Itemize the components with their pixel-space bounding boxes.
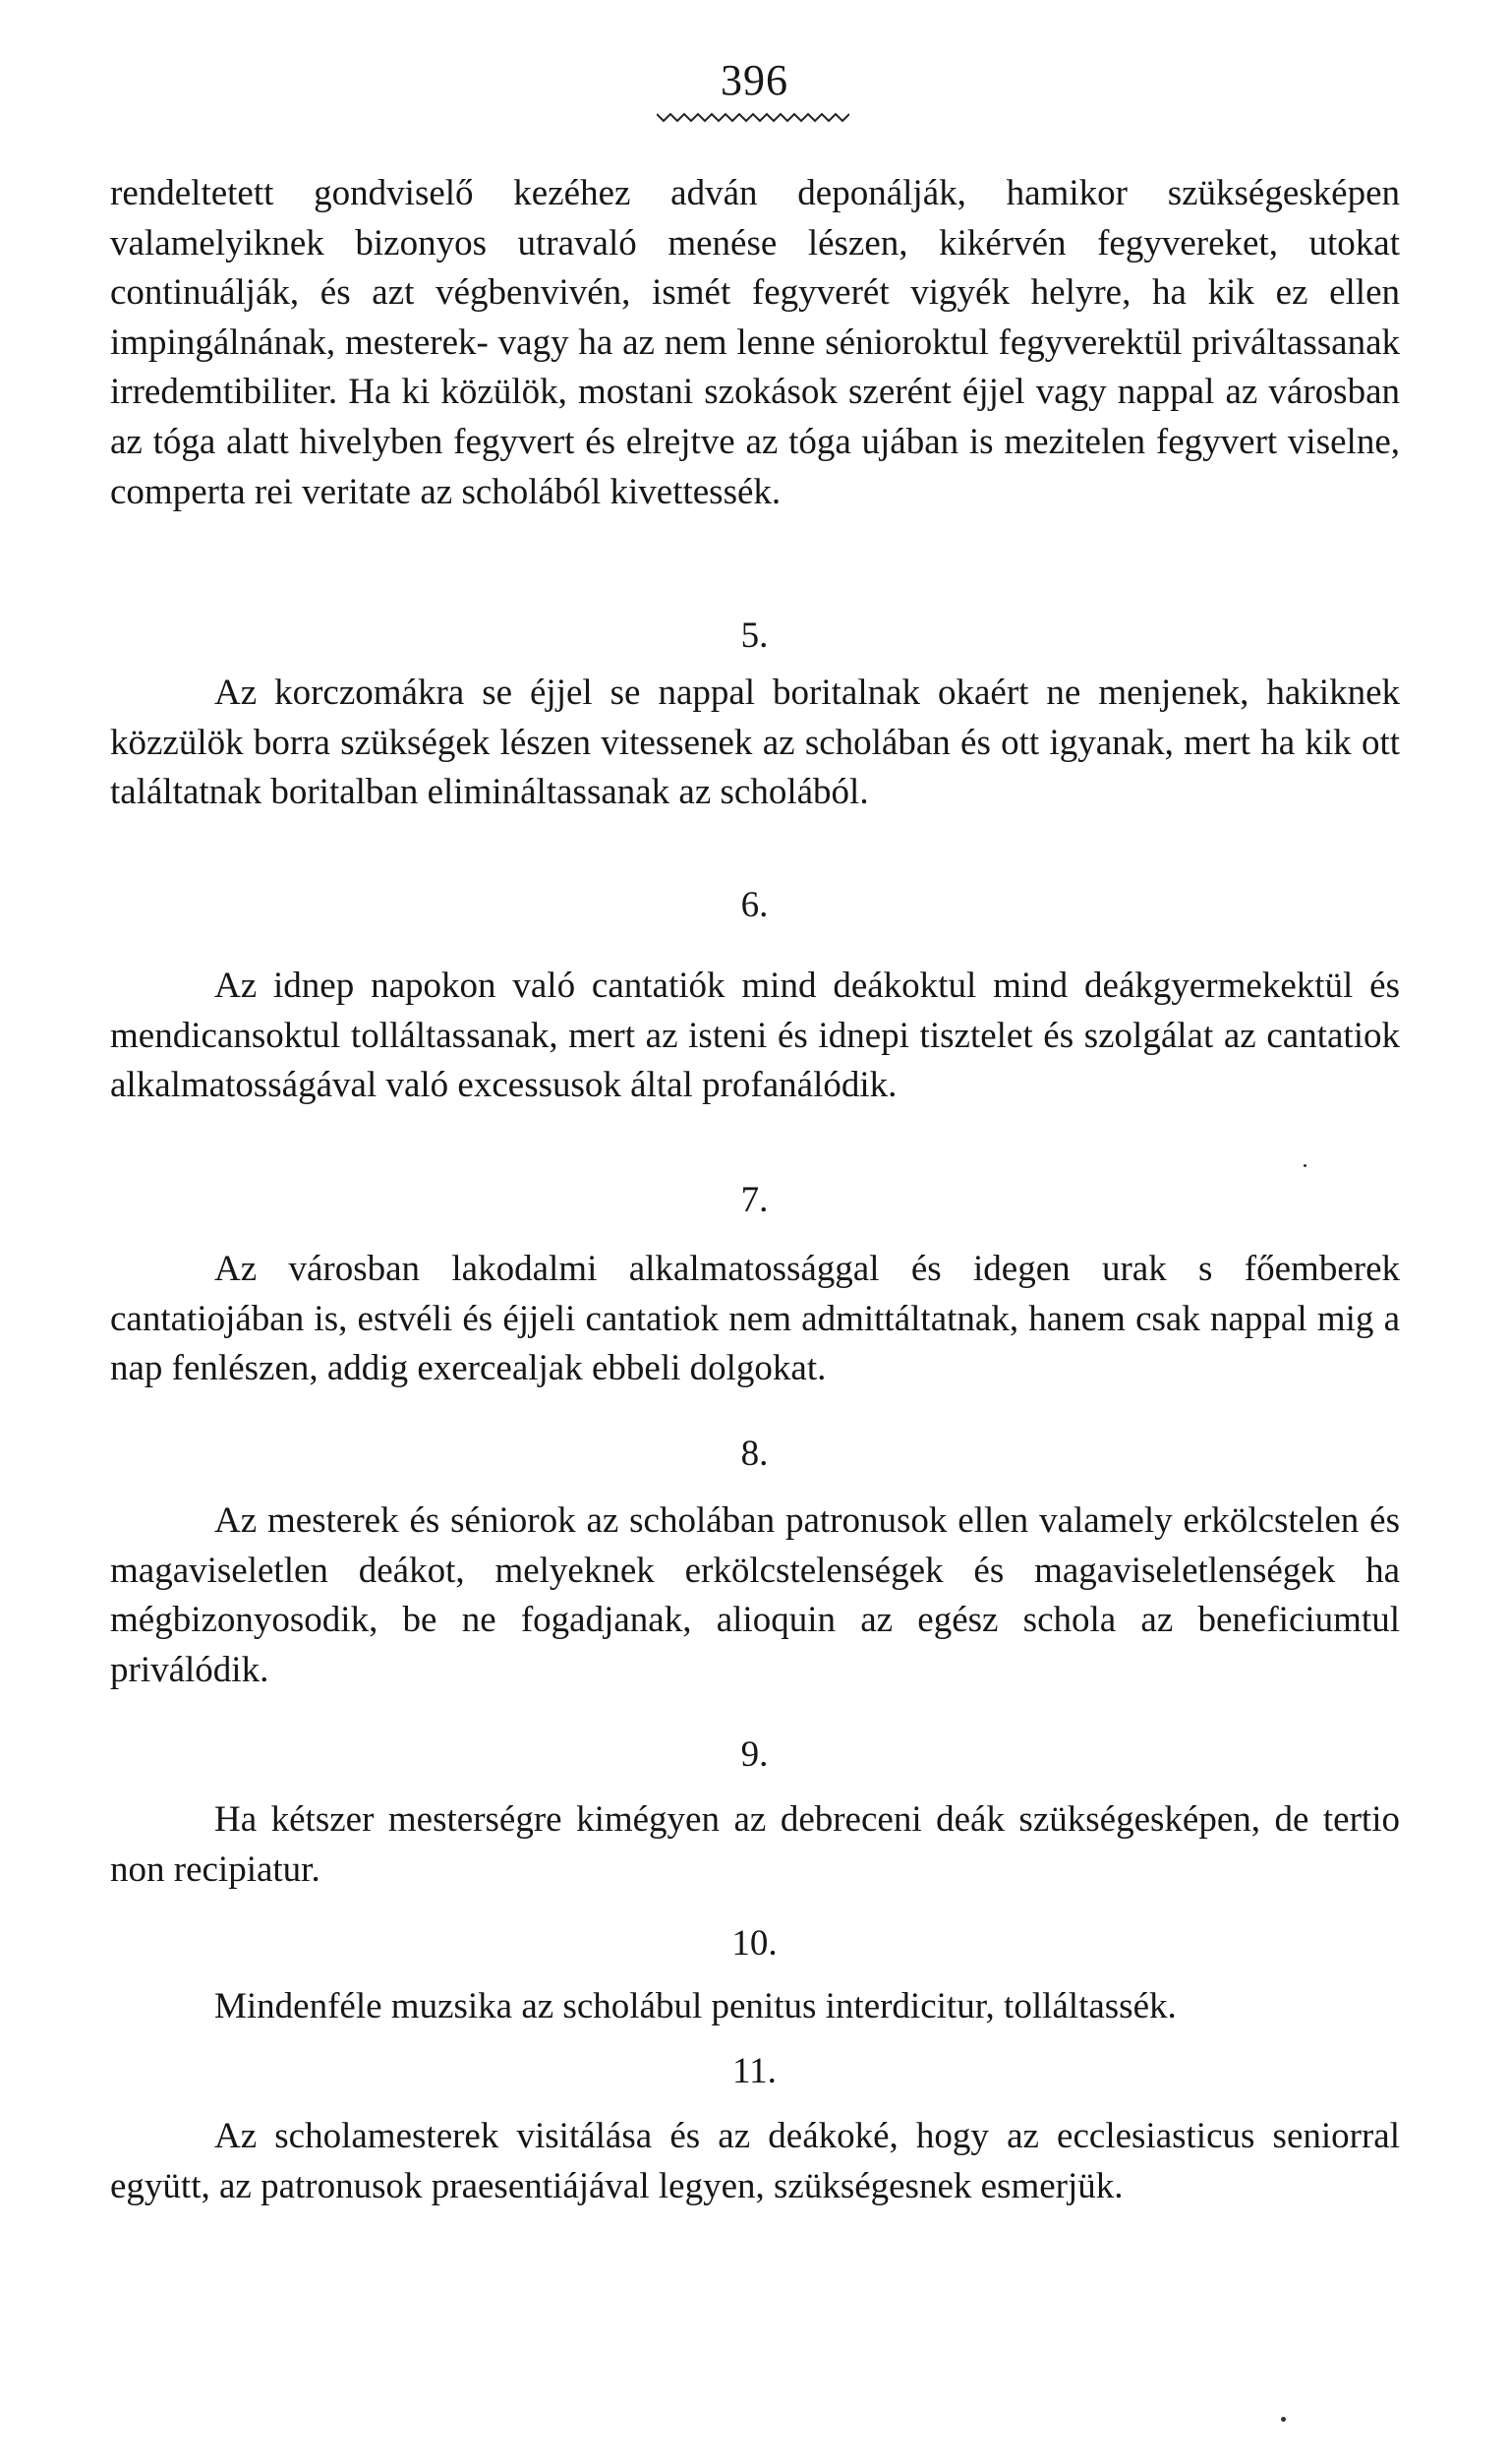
section-5-text: Az korczomákra se éjjel se nappal boritalnak okaért ne menjenek, hakiknek közzülök borra szükségek lészen vitessenek az scholában és ott igyanak, mert ha kik ott találtatnak boritalban elimináltassanak az scholából. <box>110 673 1400 813</box>
print-speck <box>1304 1164 1306 1167</box>
section-6-text: Az idnep napokon való cantatiók mind deákoktul mind deákgyermekektül és mendicansoktul tolláltassanak, mert az isteni és idnepi tisztelet és szolgálat az cantatiok alkalmatosságával való excessusok által profanálódik. <box>110 966 1400 1106</box>
print-speck <box>1281 2417 1286 2422</box>
section-number-9: 9. <box>740 1734 769 1775</box>
section-8-text: Az mesterek és séniorok az scholában patronusok ellen valamely erkölcstelen és magaviseletlen deákot, melyeknek erkölcstelenségek és magaviseletlenségek ha mégbizonyosodik, be ne fogadjanak, alioquin az egész schola az beneficiumtul priválódik. <box>110 1500 1400 1690</box>
section-number-10: 10. <box>731 1923 778 1964</box>
section-number-7: 7. <box>740 1180 769 1220</box>
page-number-ornament <box>657 110 849 124</box>
section-10-text: Mindenféle muzsika az scholábul penitus interdicitur, tolláltassék. <box>214 1986 1177 2026</box>
page-number: 396 <box>721 56 788 104</box>
section-number-5: 5. <box>740 616 769 656</box>
section-number-6: 6. <box>740 885 769 925</box>
section-number-8: 8. <box>740 1434 769 1474</box>
section-7-text: Az városban lakodalmi alkalmatossággal és idegen urak s főemberek cantatiojában is, estvéli és éjjeli cantatiok nem admittáltatnak, hanem csak nappal mig a nap fenlészen, addig exercealjak ebbeli dolgokat. <box>110 1249 1400 1389</box>
section-11-text: Az scholamesterek visitálása és az deákoké, hogy az ecclesiasticus seniorral együtt, az patronusok praesentiájával legyen, szükségesnek esmerjük. <box>110 2116 1400 2206</box>
section-number-11: 11. <box>732 2051 777 2091</box>
paragraph-intro: rendeltetett gondviselő kezéhez adván deponálják, hamikor szükségesképen valamelyiknek bizonyos utravaló menése lészen, kikérvén fegyvereket, utokat continuálják, és azt végbenvivén, ismét fegyverét vigyék helyre, ha kik ez ellen impingálnának, mesterek- vagy ha az nem lenne sénioroktul fegyverektül priváltassanak irredemtibiliter. Ha ki közülök, mostani szokások szerént éjjel vagy nappal az városban az tóga alatt hivelyben fegyvert és elrejtve az tóga ujában is mezitelen fegyvert viselne, comperta rei veritate az scholából kivettessék. <box>110 173 1400 512</box>
section-9-text: Ha kétszer mesterségre kimégyen az debreceni deák szükségesképen, de tertio non recipiatur. <box>110 1799 1400 1890</box>
